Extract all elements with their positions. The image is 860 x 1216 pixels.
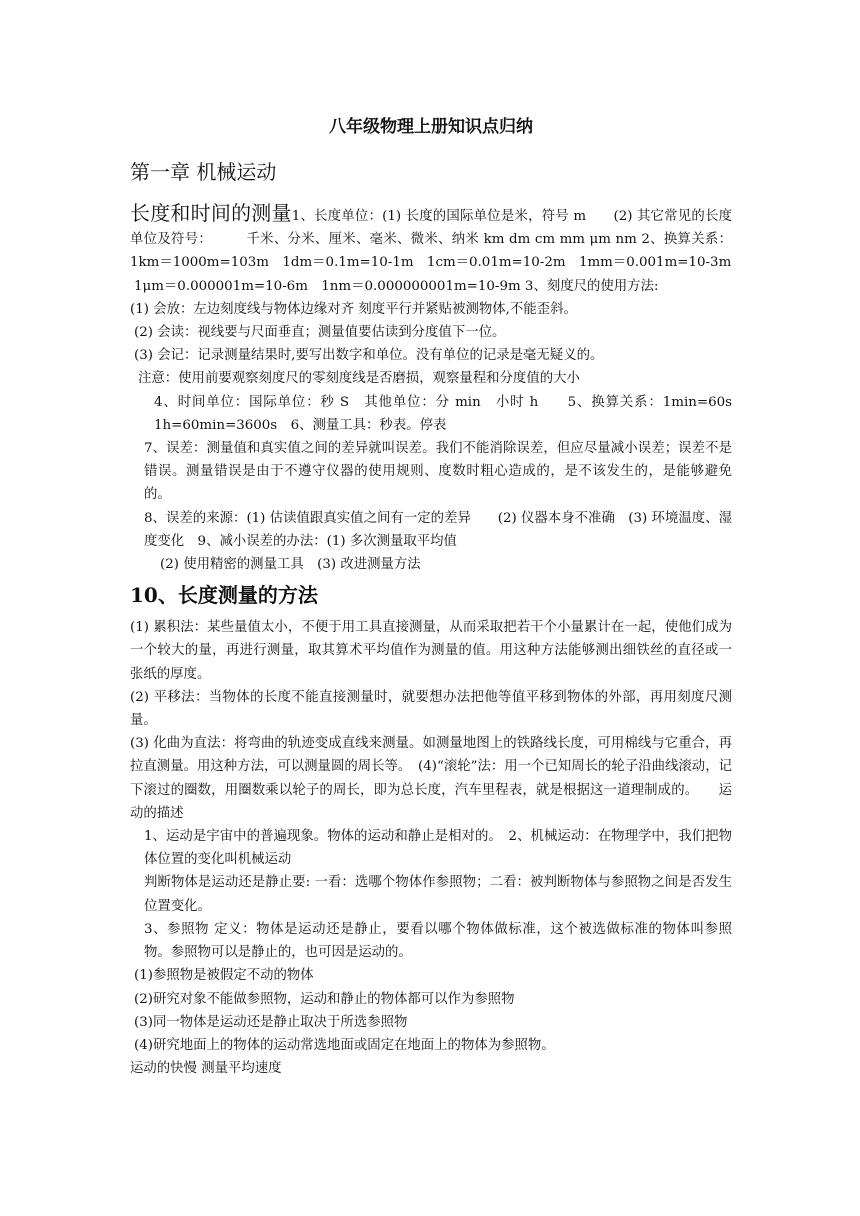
paragraph: (3)同一物体是运动还是静止取决于所选参照物	[134, 1014, 408, 1030]
paragraph: (2) 平移法：当物体的长度不能直接测量时，就要想办法把他等值平移到物体的外部，再用刻度尺测量。	[130, 689, 732, 729]
paragraph: (1) 会放：左边刻度线与物体边缘对齐 刻度平行并紧贴被测物体,不能歪斜。	[130, 301, 577, 317]
paragraph: (3) 会记：记录测量结果时,要写出数字和单位。没有单位的记录是毫无疑义的。	[134, 348, 604, 364]
paragraph-length-units	[130, 202, 732, 275]
paragraph: 判断物体是运动还是静止要: 一看：选哪个物体作参照物；二看：被判断物体与参照物之间是否发生位置变化。	[144, 875, 732, 914]
paragraph: 8、误差的来源：(1) 估读值跟真实值之间有一定的差异 (2) 仪器本身不准确 (3) 环境温度、湿度变化 9、减小误差的办法：(1) 多次测量取平均值	[144, 510, 732, 549]
paragraph: 运动的快慢 测量平均速度	[130, 1061, 282, 1077]
paragraph: 注意：使用前要观察刻度尺的零刻度线是否磨损，观察量程和分度值的大小	[138, 371, 580, 387]
document-title: 八年级物理上册知识点归纳	[329, 117, 533, 137]
chapter-heading: 第一章 机械运动	[130, 160, 277, 184]
paragraph: 1μm＝0.000001m=10-6m 1nm＝0.000000001m=10-9m 3、刻度尺的使用方法:	[134, 278, 659, 294]
paragraph: 3、参照物 定义：物体是运动还是静止，要看以哪个物体做标准，这个被选做标准的物体叫参照物。参照物可以是静止的，也可因是运动的。	[144, 921, 732, 961]
paragraph: 7、误差：测量值和真实值之间的差异就叫误差。我们不能消除误差，但应尽量减小误差；误差不是错误。测量错误是由于不遵守仪器的使用规则、度数时粗心造成的，是不该发生的，是能够避免的。	[144, 441, 732, 503]
paragraph: (2) 使用精密的测量工具 (3) 改进测量方法	[160, 557, 421, 573]
paragraph-text: 1、长度单位：(1) 长度的国际单位是米，符号 m (2) 其它常见的长度单位及符号： 千米、分米、厘米、毫米、微米、纳米 km dm cm mm μm nm 2、换算关系： 1km＝1000m=103m 1dm＝0.1m=10-1m 1cm＝0.01m=10-2m 1mm＝0.001m=10-3m	[130, 209, 732, 271]
paragraph: (1) 累积法：某些量值太小，不便于用工具直接测量，从而采取把若干个小量累计在一起，使他们成为一个较大的量，再进行测量，取其算术平均值作为测量的值。用这种方法能够测出细铁丝的直径或一张纸的厚度。	[130, 620, 732, 682]
section-heading-length-methods: 10、长度测量的方法	[130, 583, 318, 608]
paragraph: (2) 会读：视线要与尺面垂直；测量值要估读到分度值下一位。	[134, 325, 506, 341]
document-body	[130, 201, 746, 1080]
paragraph: (2)研究对象不能做参照物，运动和静止的物体都可以作为参照物	[134, 991, 515, 1007]
paragraph: 4、时间单位：国际单位：秒 S 其他单位：分 min 小时 h 5、换算关系：1min=60s 1h=60min=3600s 6、测量工具：秒表。停表	[154, 394, 746, 433]
paragraph: 1、运动是宇宙中的普遍现象。物体的运动和静止是相对的。 2、机械运动：在物理学中，我们把物体位置的变化叫机械运动	[144, 829, 732, 868]
paragraph: (4)研究地面上的物体的运动常选地面或固定在地面上的物体为参照物。	[134, 1037, 555, 1053]
paragraph: (3) 化曲为直法：将弯曲的轨迹变成直线来测量。如测量地图上的铁路线长度，可用棉线与它重合，再拉直测量。用这种方法，可以测量圆的周长等。 (4)“滚轮”法：用一个已知周长的轮子沿曲线滚动，记下滚过的圈数，用圈数乘以轮子的周长，即为总长度，汽车里程表，就是根据这一道理制成的。 运动的描述	[130, 736, 732, 821]
section-heading-length-time: 长度和时间的测量	[130, 201, 292, 225]
paragraph: (1)参照物是被假定不动的物体	[134, 968, 314, 984]
